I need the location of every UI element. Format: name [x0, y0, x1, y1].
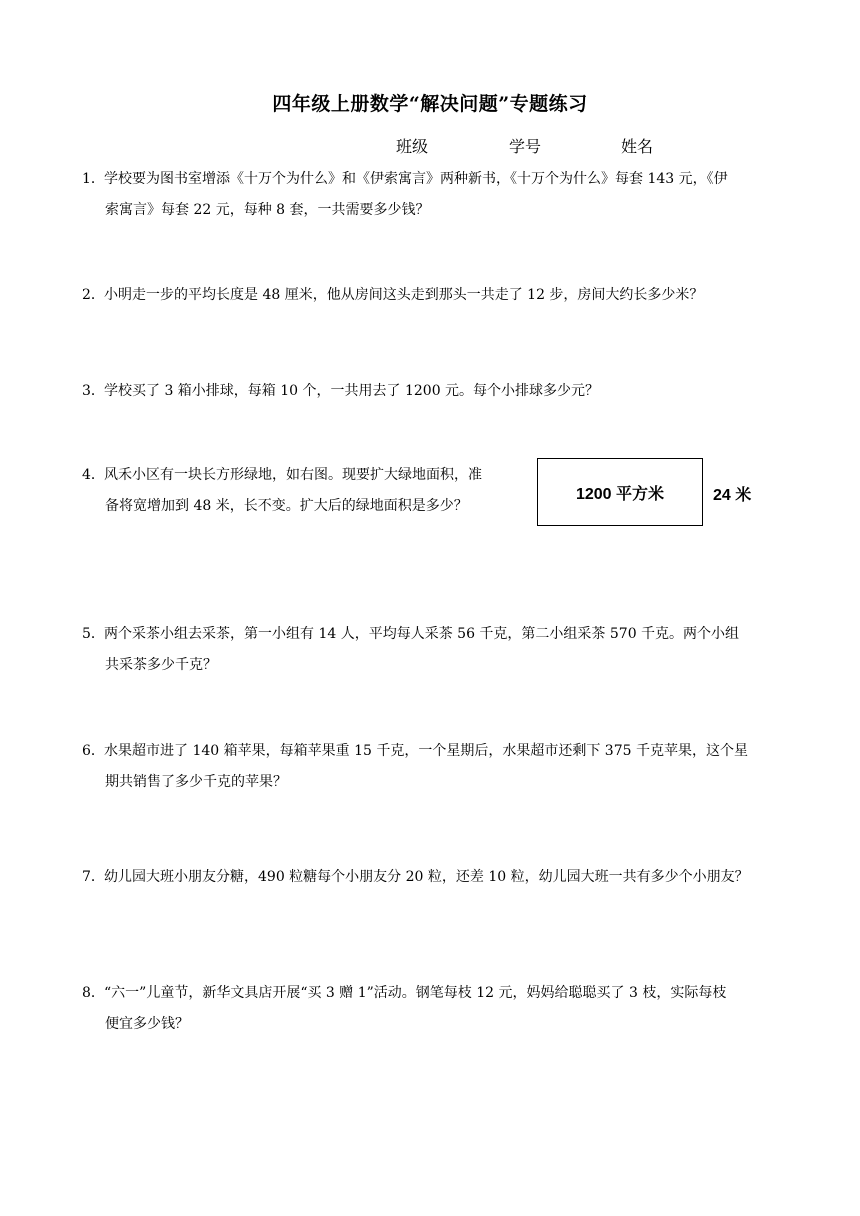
question-text: 两个采茶小组去采茶，第一小组有 14 人，平均每人采茶 56 千克，第二小组采茶 570 千克。两个小组 [104, 626, 740, 642]
question-5 [82, 619, 782, 681]
question-text-continued: 便宜多少钱？ [105, 1016, 189, 1032]
question-2 [82, 280, 782, 311]
question-number: 6． [82, 743, 105, 759]
width-label: 24 米 [713, 487, 752, 504]
student-number-field-label: 学号 [509, 137, 542, 156]
question-7 [82, 862, 782, 893]
question-text-continued: 备将宽增加到 48 米，长不变。扩大后的绿地面积是多少？ [105, 498, 468, 514]
question-3 [82, 376, 782, 407]
green-area-rectangle [537, 458, 703, 526]
question-number: 8． [82, 985, 105, 1001]
area-label: 1200 平方米 [575, 485, 665, 503]
question-8 [82, 978, 782, 1040]
question-1 [82, 164, 782, 226]
question-text-continued: 索寓言》每套 22 元，每种 8 套，一共需要多少钱？ [105, 202, 430, 218]
question-number: 5． [82, 626, 105, 642]
question-text: 学校要为图书室增添《十万个为什么》和《伊索寓言》两种新书，《十万个为什么》每套 143 元，《伊 [104, 171, 728, 187]
class-field-label: 班级 [396, 137, 429, 156]
name-field-label: 姓名 [621, 137, 654, 156]
question-text: 风禾小区有一块长方形绿地，如右图。现要扩大绿地面积，准 [104, 467, 482, 483]
question-number: 3． [82, 383, 105, 399]
page-title: 四年级上册数学“解决问题”专题练习 [272, 93, 588, 115]
question-4 [82, 460, 522, 522]
question-number: 2． [82, 287, 105, 303]
question-text: 水果超市进了 140 箱苹果，每箱苹果重 15 千克，一个星期后，水果超市还剩下 375 千克苹果，这个星 [104, 743, 748, 759]
question-text-continued: 共采茶多少千克？ [105, 657, 217, 673]
question-text: 学校买了 3 箱小排球，每箱 10 个，一共用去了 1200 元。每个小排球多少元？ [104, 383, 600, 399]
question-6 [82, 736, 782, 798]
question-number: 4． [82, 467, 105, 483]
question-number: 1． [82, 171, 105, 187]
question-text: 小明走一步的平均长度是 48 厘米，他从房间这头走到那头一共走了 12 步，房间大约长多少米？ [104, 287, 704, 303]
question-text-continued: 期共销售了多少千克的苹果？ [105, 774, 287, 790]
question-text: 幼儿园大班小朋友分糖，490 粒糖每个小朋友分 20 粒，还差 10 粒，幼儿园大班一共有多少个小朋友？ [104, 869, 749, 885]
question-text: “六一”儿童节，新华文具店开展“买 3 赠 1”活动。钢笔每枝 12 元，妈妈给聪聪买了 3 枝，实际每枝 [104, 985, 727, 1001]
question-number: 7． [82, 869, 105, 885]
